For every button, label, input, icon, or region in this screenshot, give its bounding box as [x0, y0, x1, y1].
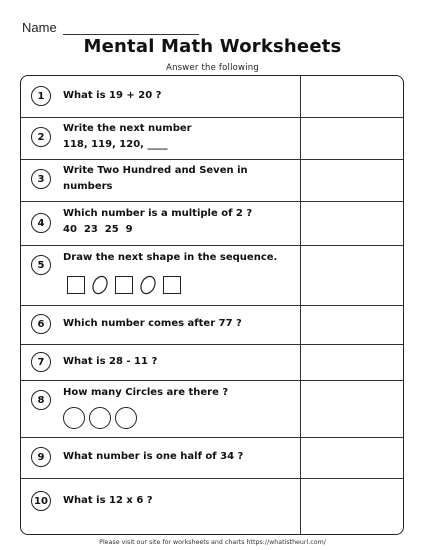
question-text	[63, 88, 295, 104]
question-row	[21, 478, 403, 534]
question-number-badge: 7	[31, 352, 51, 372]
question-line: Write the next number	[63, 123, 192, 134]
answer-box[interactable]	[301, 245, 403, 305]
answer-box[interactable]	[301, 117, 403, 159]
question-line: How many Circles are there ?	[63, 387, 229, 398]
question-number-badge: 9	[31, 447, 51, 467]
circle-shape	[115, 407, 137, 429]
question-line: What number is one half of 34 ?	[63, 451, 244, 462]
question-number-badge: 8	[31, 390, 51, 410]
question-row	[21, 305, 403, 345]
question-text	[63, 385, 295, 401]
oval-shape	[91, 275, 109, 295]
answer-box[interactable]	[301, 437, 403, 478]
question-number-badge: 1	[31, 86, 51, 106]
question-line: Write Two Hundred and Seven in	[63, 165, 248, 176]
name-write-line[interactable]	[63, 20, 199, 35]
question-number-badge: 10	[31, 491, 51, 511]
question-row	[21, 201, 403, 246]
question-row	[21, 117, 403, 160]
question-line: 118, 119, 120, ____	[63, 139, 168, 150]
question-row	[21, 245, 403, 306]
answer-box[interactable]	[301, 201, 403, 245]
question-text	[63, 354, 295, 370]
question-line: Which number comes after 77 ?	[63, 318, 242, 329]
oval-shape	[139, 275, 157, 295]
answer-box[interactable]	[301, 478, 403, 534]
square-shape	[163, 276, 181, 294]
question-text	[63, 250, 295, 266]
question-number-badge: 6	[31, 314, 51, 334]
question-row	[21, 437, 403, 479]
question-text	[63, 121, 295, 153]
question-text	[63, 163, 295, 195]
answer-box[interactable]	[301, 76, 403, 117]
page-title: Mental Math Worksheets	[83, 36, 342, 57]
name-label: Name	[22, 20, 57, 35]
circle-group	[63, 407, 137, 429]
page-subtitle: Answer the following	[166, 63, 259, 73]
question-line: What is 12 x 6 ?	[63, 495, 153, 506]
footer-note: Please visit our site for worksheets and charts https://whatistheurl.com/	[99, 539, 326, 546]
shape-sequence	[67, 275, 181, 295]
question-table	[20, 75, 404, 535]
name-field	[22, 20, 199, 35]
question-row	[21, 76, 403, 118]
answer-box[interactable]	[301, 344, 403, 380]
question-line: numbers	[63, 181, 113, 192]
square-shape	[115, 276, 133, 294]
question-text	[63, 316, 295, 332]
question-number-badge: 4	[31, 213, 51, 233]
question-line: Draw the next shape in the sequence.	[63, 252, 278, 263]
answer-box[interactable]	[301, 305, 403, 344]
question-text	[63, 493, 295, 509]
question-line: 40 23 25 9	[63, 224, 133, 235]
circle-shape	[63, 407, 85, 429]
question-number-badge: 2	[31, 127, 51, 147]
answer-box[interactable]	[301, 380, 403, 437]
answer-box[interactable]	[301, 159, 403, 201]
question-row	[21, 159, 403, 202]
square-shape	[67, 276, 85, 294]
question-number-badge: 5	[31, 255, 51, 275]
question-text	[63, 206, 295, 238]
question-text	[63, 449, 295, 465]
question-row	[21, 344, 403, 381]
question-line: What is 28 - 11 ?	[63, 356, 158, 367]
circle-shape	[89, 407, 111, 429]
question-number-badge: 3	[31, 169, 51, 189]
question-line: Which number is a multiple of 2 ?	[63, 208, 253, 219]
question-line: What is 19 + 20 ?	[63, 90, 162, 101]
question-row	[21, 380, 403, 438]
